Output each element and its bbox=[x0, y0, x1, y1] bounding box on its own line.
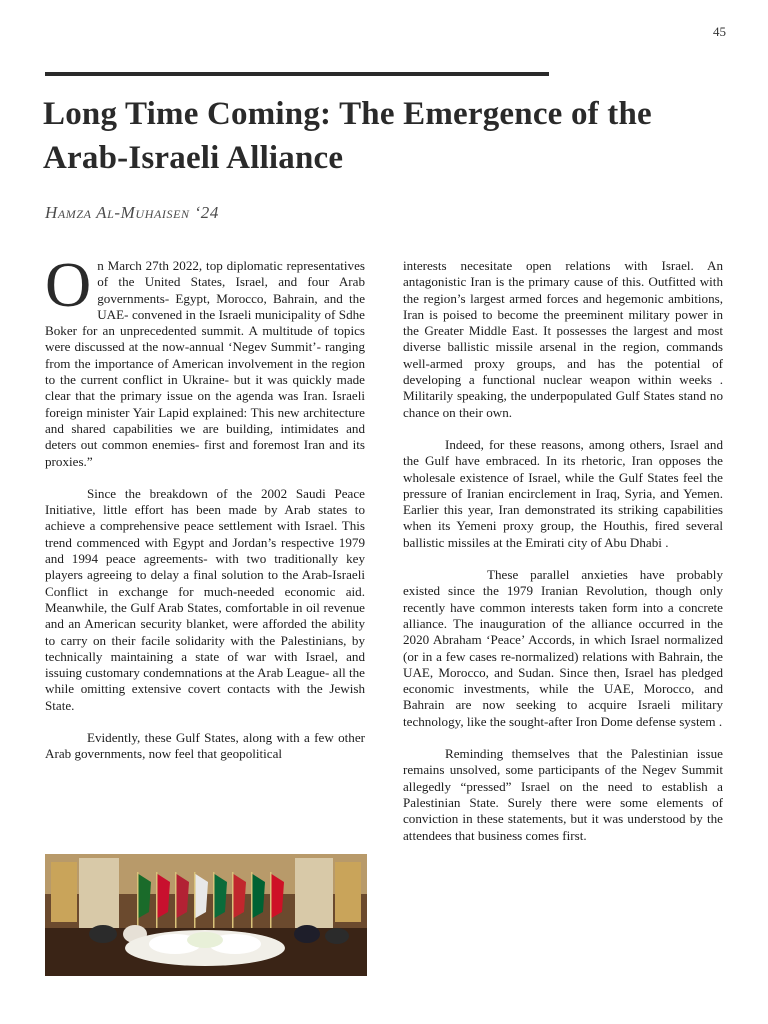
flag-pole bbox=[232, 872, 234, 930]
flag-pole bbox=[137, 872, 139, 930]
flag-pole bbox=[156, 872, 158, 930]
summit-photo bbox=[45, 854, 367, 976]
paragraph-6: These parallel anxieties have probably existed since the 1979 Iranian Revolution, though only recently have common interests taken form into a concrete alliance. The inauguration of the alliance occurred in the 2020 Abraham ‘Peace’ Accords, in which Israel normalized (or in a few cases re-normalized) relations with Bahrain, the UAE, Morocco, and Sudan. Since then, Israel has pledged economic investments, while the UAE, Morocco, and Bahrain are now seeking to acquire Israeli military technology, like the sought-after Iron Dome defense system . bbox=[403, 567, 723, 729]
page-number: 45 bbox=[713, 24, 726, 39]
left-column bbox=[45, 249, 365, 763]
flag-pole bbox=[213, 872, 215, 930]
paragraph-4: interests necesitate open relations with Israel. An antagonistic Iran is the primary cause of this. Outfitted with the region’s largest armed forces and hegemonic ambitions, Iran is poised to become the preeminent military power in the Greater Middle East. It possesses the largest and most diverse ballistic missile arsenal in the region, commands well-armed proxy groups, and has the potential of developing a functional nuclear weapon within weeks . Militarily speaking, the underpopulated Gulf States stand no chance on their own. bbox=[403, 258, 723, 420]
flag-pole bbox=[175, 872, 177, 930]
photo-delegate-right bbox=[294, 925, 320, 943]
paragraph-7: Reminding themselves that the Palestinian issue remains unsolved, some participants of the Negev Summit allegedly “pressed” Israel on the need to establish a Palestinian State. Surely there were some elements of conviction in these statements, but it was understood by the attendees that business comes first. bbox=[403, 746, 723, 843]
photo-delegate-left bbox=[89, 925, 117, 943]
summit-photo-illustration bbox=[45, 854, 367, 976]
paragraph-2: Since the breakdown of the 2002 Saudi Peace Initiative, little effort has been made by Arab states to achieve a comprehensive peace settlement with Israel. This trend commenced with Egypt and Jordan’s respective 1979 and 1994 peace agreements- with two traditionally key players agreeing to delay a final solution to the Arab-Israeli Conflict in exchange for much-needed economic aid. Meanwhile, the Gulf Arab States, comfortable in oil revenue and an American security blanket, were afforded the ability to carry on their facile solidarity with the Palestinians, by technically maintaining a state of war with Israel, and issuing customary condemnations at the Arab League- all the while omitting extensive covert contacts with the Jewish State. bbox=[45, 485, 365, 713]
article-author: Hamza Al-Muhaisen ‘24 bbox=[45, 203, 219, 222]
paragraph-3: Evidently, these Gulf States, along with a few other Arab governments, now feel that geopolitical bbox=[45, 730, 365, 762]
photo-flowers-center bbox=[187, 932, 223, 948]
article-title: Long Time Coming: The Emergence of the Arab-Israeli Alliance bbox=[43, 96, 652, 176]
flag-pole bbox=[251, 872, 253, 930]
drop-cap: O bbox=[45, 249, 92, 320]
photo-right-curtain bbox=[295, 858, 333, 928]
paragraph-1-text: n March 27th 2022, top diplomatic representatives of the United States, Israel, and four Arab governments- Egypt, Morocco, Bahrain, and the UAE- convened in the Israeli municipality of Sdhe Boker for an unprecedented summit. A multitude of topics were discussed at the now-annual ‘Negev Summit’- ranging from the importance of American involvement in the region to the current conflict in Ukraine- but it was quickly made clear that the primary issue on the agenda was Iran. Israeli foreign minister Yair Lapid explained: This new architecture and shared capabilities we are building, intimidates and deters out common enemies- first and foremost Iran and its proxies.” bbox=[45, 258, 365, 469]
flag-pole bbox=[194, 872, 196, 930]
photo-left-column bbox=[51, 862, 77, 922]
flag-pole bbox=[270, 872, 272, 930]
photo-left-curtain bbox=[79, 858, 119, 928]
right-column bbox=[403, 258, 723, 844]
photo-right-column bbox=[335, 862, 361, 922]
paragraph-5: Indeed, for these reasons, among others, Israel and the Gulf have embraced. In its rhetoric, Iran opposes the wholesale existence of Israel, while the Gulf States feel the pressure of Iranian encirclement in Iraq, Syria, and Yemen. Earlier this year, Iran demonstrated its striking capabilities when its Yemeni proxy group, the Houthis, fired several ballistic missiles at the Emirati city of Abu Dhabi . bbox=[403, 436, 723, 550]
title-rule bbox=[45, 72, 549, 76]
paragraph-1 bbox=[45, 249, 365, 470]
photo-delegate-right-2 bbox=[325, 928, 349, 944]
